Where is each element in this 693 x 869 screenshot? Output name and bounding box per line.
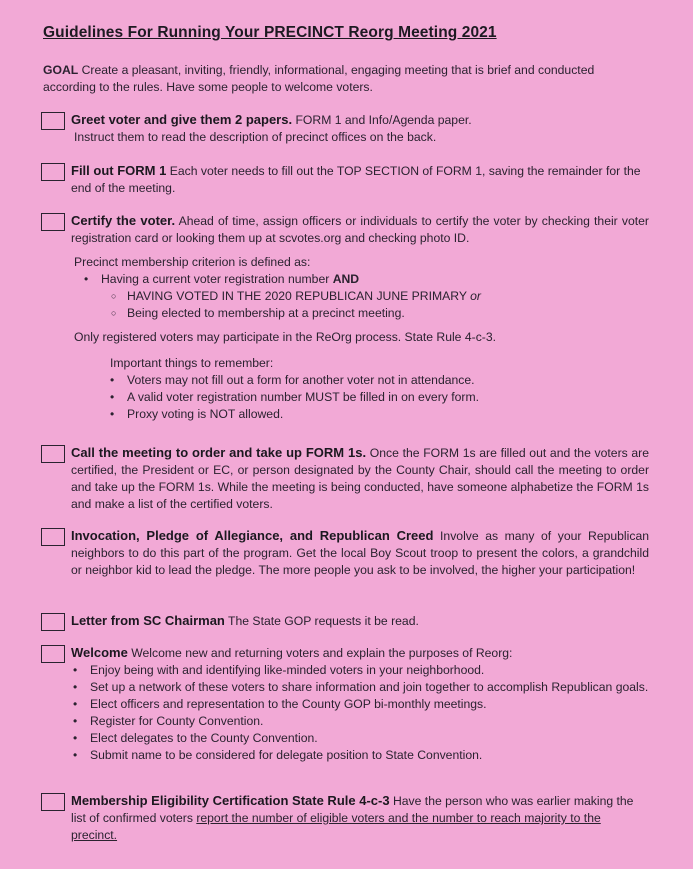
criterion-sub-item: ○ Being elected to membership at a precinct meeting.	[127, 305, 649, 322]
greet-text: FORM 1 and Info/Agenda paper.	[295, 113, 472, 127]
welcome-item: • Elect delegates to the County Convention.	[90, 730, 649, 747]
invocation-checkbox[interactable]	[41, 528, 65, 546]
fill-out-text: Each voter needs to fill out the TOP SECTION of FORM 1, saving the remainder for the end of the meeting.	[71, 164, 641, 195]
greet-line2: Instruct them to read the description of precinct offices on the back.	[74, 130, 437, 144]
membership-text: Have the person who was earlier making the list of confirmed voters	[71, 794, 634, 825]
call-meeting-heading: Call the meeting to order and take up FORM 1s.	[71, 445, 367, 460]
fill-out-heading: Fill out FORM 1	[71, 163, 167, 178]
call-meeting-text: Once the FORM 1s are filled out and the voters are certified, the President or EC, or person designated by the County Chair, should call the meeting to order and take up the FORM 1s. While the meeting is being conducted, have someone alphabetize the FORM 1s and make a list of the certified voters.	[71, 446, 650, 511]
welcome-item: • Set up a network of these voters to share information and join together to accomplish Republican goals.	[90, 679, 649, 696]
criterion-sub-list	[127, 288, 649, 322]
criterion-list	[101, 271, 649, 288]
important-intro: Important things to remember:	[110, 356, 274, 370]
fill-out-checkbox[interactable]	[41, 163, 65, 181]
welcome-item: • Submit name to be considered for delegate position to State Convention.	[90, 747, 649, 764]
welcome-list	[90, 662, 649, 764]
section-certify	[41, 212, 649, 423]
welcome-item: • Elect officers and representation to the County GOP bi-monthly meetings.	[90, 696, 649, 713]
invocation-text: Involve as many of your Republican neighbors to do this part of the program. Get the local Boy Scout troop to present the colors, a grandchild or neighbor kid to lead the pledge. The more people you ask to be involved, the higher your participation!	[71, 529, 650, 577]
page-title: Guidelines For Running Your PRECINCT Reorg Meeting 2021	[43, 24, 497, 41]
important-item: • Proxy voting is NOT allowed.	[127, 406, 649, 423]
welcome-checkbox[interactable]	[41, 645, 65, 663]
letter-heading: Letter from SC Chairman	[71, 613, 225, 628]
certify-heading: Certify the voter.	[71, 213, 176, 228]
greet-checkbox[interactable]	[41, 112, 65, 130]
section-call-meeting	[41, 444, 649, 513]
letter-checkbox[interactable]	[41, 613, 65, 631]
criterion-item: • Having a current voter registration number AND	[101, 271, 649, 288]
invocation-heading: Invocation, Pledge of Allegiance, and Republican Creed	[71, 528, 434, 543]
welcome-heading: Welcome	[71, 645, 128, 660]
membership-checkbox[interactable]	[41, 793, 65, 811]
welcome-item: • Enjoy being with and identifying like-minded voters in your neighborhood.	[90, 662, 649, 679]
goal-text: Create a pleasant, inviting, friendly, informational, engaging meeting that is brief and conducted according to the rules. Have some people to welcome voters.	[43, 63, 595, 94]
section-letter	[41, 612, 649, 630]
registered-note: Only registered voters may participate in the ReOrg process. State Rule 4-c-3.	[74, 330, 497, 344]
section-greet	[41, 111, 649, 146]
important-list	[127, 372, 649, 423]
greet-heading: Greet voter and give them 2 papers.	[71, 112, 293, 127]
certify-text: Ahead of time, assign officers or individuals to certify the voter by checking their voter registration card or looking them up at scvotes.org and checking photo ID.	[71, 214, 649, 245]
welcome-text: Welcome new and returning voters and explain the purposes of Reorg:	[131, 646, 513, 660]
important-item: • A valid voter registration number MUST be filled in on every form.	[127, 389, 649, 406]
membership-heading: Membership Eligibility Certification State Rule 4-c-3	[71, 793, 390, 808]
section-invocation	[41, 527, 649, 579]
section-fill-out	[41, 162, 649, 197]
membership-underlined: report the number of eligible voters and the number to reach majority to the precinct.	[71, 811, 601, 842]
goal-paragraph	[43, 62, 643, 96]
section-welcome	[41, 644, 649, 764]
section-membership	[41, 792, 649, 844]
criterion-intro: Precinct membership criterion is defined as:	[74, 255, 311, 269]
criterion-sub-item: ○ HAVING VOTED IN THE 2020 REPUBLICAN JUNE PRIMARY or	[127, 288, 649, 305]
call-meeting-checkbox[interactable]	[41, 445, 65, 463]
welcome-item: • Register for County Convention.	[90, 713, 649, 730]
letter-text: The State GOP requests it be read.	[228, 614, 419, 628]
important-item: • Voters may not fill out a form for another voter not in attendance.	[127, 372, 649, 389]
certify-checkbox[interactable]	[41, 213, 65, 231]
goal-label: GOAL	[43, 63, 79, 77]
